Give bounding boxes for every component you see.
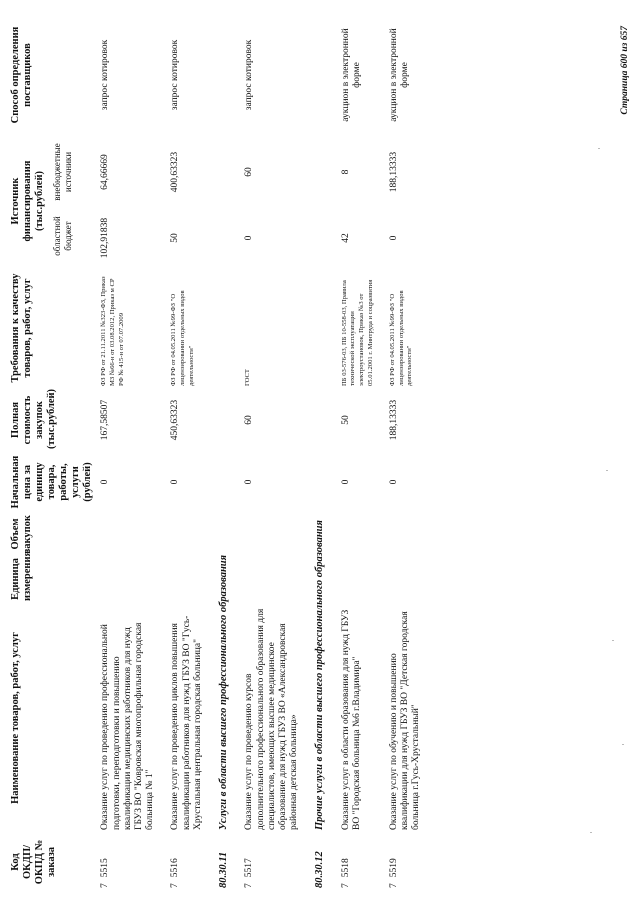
item-initial-price: 0 [244,479,255,485]
row-spacer [232,15,242,891]
spacer-cell [329,15,339,891]
item-method: запрос котировок [100,39,111,111]
item-initial-price: 0 [340,479,351,485]
item-method: запрос котировок [170,39,181,111]
item-volume [339,513,377,555]
section-row [216,15,232,891]
section-title: Прочие услуги в области высшего профессионального образования [314,520,326,830]
item-regional-budget: 42 [340,233,351,243]
order-code-cell [339,833,377,891]
row-spacer [329,15,339,891]
item-extrabudget: 400,63323 [170,151,181,193]
order-number: 5515 [100,858,111,878]
scan-speck [590,832,592,833]
header-name: Наименование товаров, работ, услуг [10,632,21,804]
okdp-code: 7 [340,883,351,888]
item-unit [242,555,302,603]
item-requirements: ФЗ РФ от 21.11.2011 №323-ФЗ, Приказ МЗ №66-н от 03.08.2012, Приказ м СР РФ № 415-н от 07.07.2009 [100,276,125,386]
scan-speck [598,148,600,149]
spacer-cell [425,15,435,891]
header-funding-regional: областной бюджет [52,216,73,256]
order-number: 5519 [389,858,400,878]
item-name: Оказание услуг по обучению и повышению квалификации для нужд ГБУЗ ВО "Детская городская больница г.Гусь-Хрустальный" [389,611,422,830]
row-spacer [425,15,435,891]
row-spacer [377,15,387,891]
spacer-cell [206,15,216,891]
item-regional-budget: 50 [170,233,181,243]
page-number: Страница 600 из 657 [620,26,630,115]
table-row [339,15,377,891]
item-name: Оказание услуг по проведению профессиональной подготовки, переподготовки и повышению квалификации медицинских работников для нужд ГБУЗ ВО "Ковровская многопрофильная городская больница № 1" [100,622,156,830]
scan-speck [612,640,614,641]
table-header-row [4,15,98,891]
item-total-cost: 50 [340,415,351,425]
header-funding-extrabudget: внебюджетные источники [52,143,73,201]
header-funding-title: Источник финансирования (тыс.рублей) [10,160,46,242]
item-requirements: ФЗ РФ от 04.05.2011 №99-ФЗ "О лицензировании отдельных видов деятельности" [389,290,414,386]
header-total-cost: Полная стоимость закупок (тыс.рублей) [10,388,58,449]
order-code-cell [242,833,302,891]
header-funding [4,135,98,267]
item-name: Оказание услуг по проведению циклов повышения квалификации работников для нужд ГБУЗ ВО "Гусь-Хрустальная центральная городская больница" [170,615,203,830]
okdp-code: 7 [100,883,111,888]
item-total-cost: 60 [244,415,255,425]
item-method: запрос котировок [244,39,255,111]
item-requirements: ГОСТ [244,369,252,386]
okdp-code: 7 [170,883,181,888]
header-method: Способ определения поставщиков [10,26,34,124]
item-method: аукцион в электронной форме [340,28,363,122]
section-title: Услуги в области высшего профессионального образования [218,554,230,830]
table-row [387,15,425,891]
order-code-cell [98,833,158,891]
header-unit: Единица измерения [10,550,34,601]
item-method: аукцион в электронной форме [389,28,411,122]
table-row [98,15,158,891]
item-unit [339,555,377,603]
item-extrabudget: 64,66669 [100,154,111,190]
table-body [98,15,434,891]
item-requirements: ПБ 03-576-03, ПБ 10-558-03, Правила технической эксплуатации электроустановок, Приказ №3 от 05.01.2001 г. Минтруда и соцразвития [340,279,374,386]
okdp-code: 7 [244,883,255,888]
order-code-cell [387,833,425,891]
row-spacer [206,15,216,891]
section-row [312,15,328,891]
header-volume: Объем закупок [10,515,34,553]
item-total-cost: 450,63323 [170,399,181,441]
item-name: Оказание услуг по проведению курсов дополнительного профессионального образования для специалистов, имеющих высшее медицинское образование для нужд ГБУЗ ВО «Александровская районная детская больница» [244,608,300,830]
order-code-cell [168,833,206,891]
item-regional-budget: 0 [389,235,400,241]
item-volume [242,513,302,555]
order-number: 5517 [244,858,255,878]
section-code: 80.30.12 [314,851,326,888]
item-initial-price: 0 [100,479,111,485]
item-requirements: ФЗ РФ от 04.05.2011 №99-ФЗ "О лицензировании отдельных видов деятельности" [170,290,195,386]
procurement-table [4,15,435,891]
item-extrabudget: 8 [340,169,351,175]
row-spacer [302,15,312,891]
item-unit [387,555,425,603]
item-extrabudget: 188,13333 [389,151,400,193]
scan-speck [606,470,608,471]
spacer-cell [158,15,168,891]
item-volume [168,513,206,555]
item-total-cost: 167,58507 [100,399,111,441]
row-spacer [158,15,168,891]
item-regional-budget: 0 [244,235,255,241]
item-initial-price: 0 [170,479,181,485]
header-code: Код ОКДП/ ОКПД № заказа [10,839,58,885]
item-volume [98,513,158,555]
spacer-cell [377,15,387,891]
scan-speck [622,744,624,745]
spacer-cell [232,15,242,891]
item-unit [98,555,158,603]
item-extrabudget: 60 [244,167,255,177]
okdp-code: 7 [389,883,400,888]
item-initial-price: 0 [389,479,400,485]
item-unit [168,555,206,603]
table-row [242,15,302,891]
table-row [168,15,206,891]
item-regional-budget: 102,91838 [100,217,111,259]
header-requirements: Требования к качеству товаров, работ, услуг [10,273,34,383]
order-number: 5516 [170,858,181,878]
item-total-cost: 188,13333 [389,399,400,441]
section-code: 80.30.11 [218,851,230,888]
item-volume [387,513,425,555]
order-number: 5518 [340,858,351,878]
spacer-cell [302,15,312,891]
item-name: Оказание услуг в области образования для нужд ГБУЗ ВО "Городская больница №6 г.Владимира" [340,609,363,830]
header-initial-price: Начальная цена за единицу товара, работы, услуги (рублей) [10,455,94,509]
